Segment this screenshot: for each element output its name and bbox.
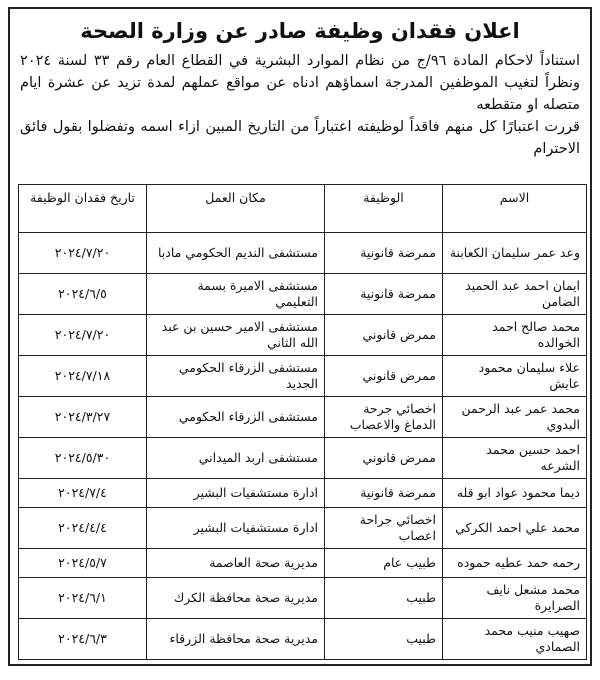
header-place: مكان العمل <box>147 185 325 233</box>
header-job: الوظيفة <box>325 185 443 233</box>
cell-job: ممرضة قانونية <box>325 233 443 274</box>
table-row <box>19 438 587 479</box>
cell-place: مستشفى الاميرة بسمة التعليمي <box>147 274 325 315</box>
cell-date: ٢٠٢٤/٧/١٨ <box>19 356 147 397</box>
cell-job: ممرض قانوني <box>325 438 443 479</box>
cell-date: ٢٠٢٤/٧/٢٠ <box>19 233 147 274</box>
notice-paragraph-1: استناداً لاحكام المادة ٩٦/ج من نظام الموارد البشرية في القطاع العام رقم ٣٣ لسنة ٢٠٢٤ ونظراً لتغيب الموظفين المدرجة اسماؤهم ادناه عن مواقع عملهم لمدة تزيد عن عشرة ايام متصله او متقطعه <box>20 53 580 113</box>
header-name: الاسم <box>443 185 587 233</box>
table-row <box>19 549 587 578</box>
notice-intro <box>10 50 590 160</box>
header-date: تاريخ فقدان الوظيفة <box>19 185 147 233</box>
table-row <box>19 274 587 315</box>
notice-title: اعلان فقدان وظيفة صادر عن وزارة الصحة <box>80 19 520 43</box>
cell-date: ٢٠٢٤/٥/٣٠ <box>19 438 147 479</box>
cell-place: مديرية صحة العاصمة <box>147 549 325 578</box>
cell-date: ٢٠٢٤/٦/٥ <box>19 274 147 315</box>
cell-date: ٢٠٢٤/٧/٤ <box>19 479 147 508</box>
cell-name: ديما محمود عواد ابو قله <box>443 479 587 508</box>
table-row <box>19 578 587 619</box>
newspaper-notice <box>8 7 592 666</box>
cell-date: ٢٠٢٤/٥/٧ <box>19 549 147 578</box>
cell-job: ممرضة قانونية <box>325 274 443 315</box>
cell-name: محمد مشعل نايف الصرايرة <box>443 578 587 619</box>
cell-place: مستشفى النديم الحكومي مادبا <box>147 233 325 274</box>
table-row <box>19 356 587 397</box>
cell-place: مديرية صحة محافظة الكرك <box>147 578 325 619</box>
cell-date: ٢٠٢٤/٣/٢٧ <box>19 397 147 438</box>
cell-job: طبيب <box>325 619 443 660</box>
cell-place: مستشفى الزرقاء الحكومي الجديد <box>147 356 325 397</box>
table-row <box>19 619 587 660</box>
table-header-row <box>19 185 587 233</box>
cell-place: مستشفى الزرقاء الحكومي <box>147 397 325 438</box>
table-row <box>19 233 587 274</box>
cell-name: محمد صالح احمد الخوالده <box>443 315 587 356</box>
cell-name: محمد علي احمد الكركي <box>443 508 587 549</box>
cell-job: طبيب <box>325 578 443 619</box>
cell-date: ٢٠٢٤/٦/١ <box>19 578 147 619</box>
cell-name: ايمان احمد عبد الحميد الضامن <box>443 274 587 315</box>
cell-place: ادارة مستشفيات البشير <box>147 508 325 549</box>
table-row <box>19 397 587 438</box>
table-row <box>19 315 587 356</box>
cell-place: ادارة مستشفيات البشير <box>147 479 325 508</box>
cell-job: ممرضة قانونية <box>325 479 443 508</box>
cell-date: ٢٠٢٤/٧/٢٠ <box>19 315 147 356</box>
cell-place: مستشفى اربد الميداني <box>147 438 325 479</box>
table-row <box>19 508 587 549</box>
cell-place: مستشفى الامير حسين بن عبد الله الثاني <box>147 315 325 356</box>
cell-name: محمد عمر عبد الرحمن البدوي <box>443 397 587 438</box>
cell-name: رحمه حمد عطيه حموده <box>443 549 587 578</box>
cell-date: ٢٠٢٤/٤/٤ <box>19 508 147 549</box>
cell-job: ممرض قانوني <box>325 356 443 397</box>
cell-name: علاء سليمان محمود عايش <box>443 356 587 397</box>
cell-job: اخصائي جرحة الدماغ والاعصاب <box>325 397 443 438</box>
cell-job: طبيب عام <box>325 549 443 578</box>
employees-table <box>18 184 587 660</box>
cell-job: ممرض قانوني <box>325 315 443 356</box>
cell-job: اخصائي جراحة اعصاب <box>325 508 443 549</box>
cell-place: مديرية صحة محافظة الزرقاء <box>147 619 325 660</box>
cell-name: احمد حسين محمد الشرعه <box>443 438 587 479</box>
cell-name: صهيب منيب محمد الصمادي <box>443 619 587 660</box>
table-row <box>19 479 587 508</box>
notice-paragraph-2: قررت اعتبارًا كل منهم فاقداً لوظيفته اعتباراً من التاريخ المبين ازاء اسمه وتفضلوا بقول فائق الاحترام <box>20 119 580 157</box>
cell-name: وعد عمر سليمان الكعابنة <box>443 233 587 274</box>
cell-date: ٢٠٢٤/٦/٣ <box>19 619 147 660</box>
